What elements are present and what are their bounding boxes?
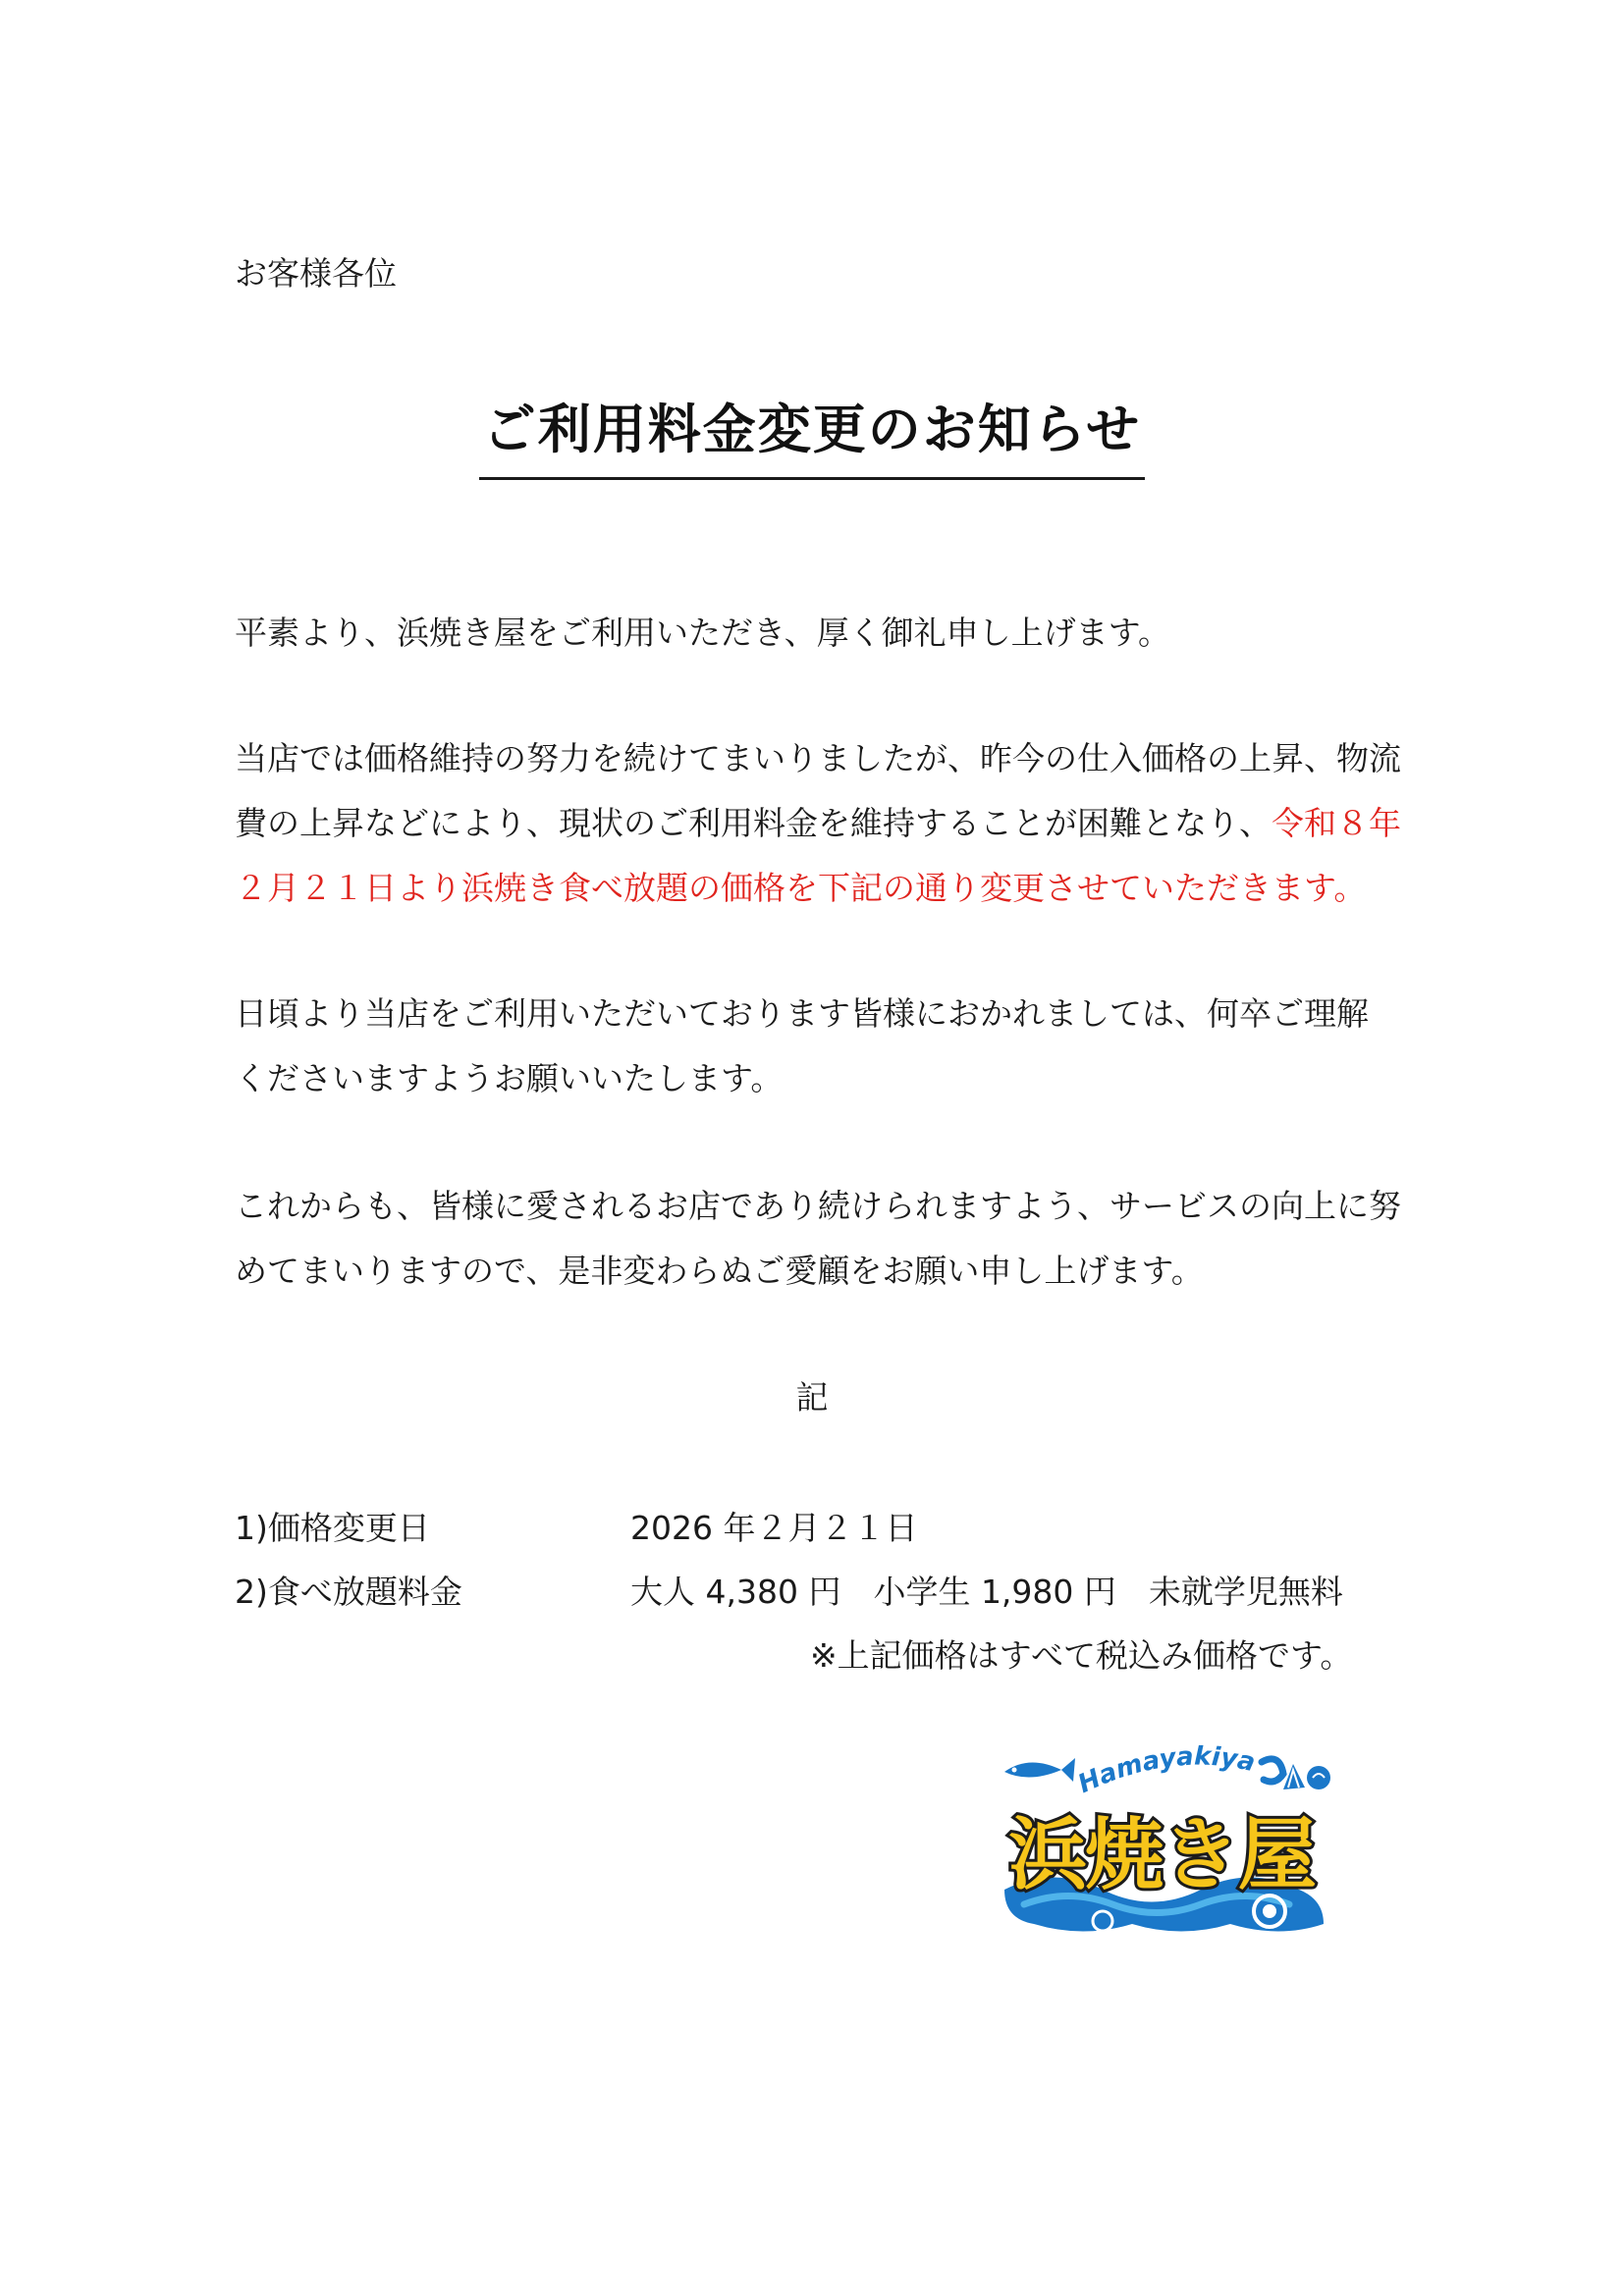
page-title: ご利用料金変更のお知らせ (479, 388, 1145, 480)
fish-icon (1004, 1758, 1075, 1782)
ki-heading-container (0, 1374, 1624, 1421)
price-value: 大人 4,380 円 小学生 1,980 円 未就学児無料 (630, 1573, 1343, 1611)
price-change-line-1: 当店では価格維持の努力を続けてまいりましたが、昨今の仕入価格の上昇、物流 (235, 739, 1401, 777)
shell-icon (1283, 1764, 1305, 1789)
logo-romaji (1074, 1742, 1258, 1799)
change-date-value: 2026 年２月２１日 (630, 1509, 918, 1547)
understanding-line-2: くださいますようお願いいたします。 (235, 1059, 784, 1097)
title-container (0, 388, 1624, 480)
logo-main-text: 浜焼き屋 (1008, 1809, 1315, 1900)
addressee: お客様各位 (235, 254, 397, 293)
change-date-label: 1)価格変更日 (235, 1509, 430, 1547)
closing-paragraph (235, 1174, 1413, 1304)
price-change-paragraph (235, 726, 1413, 921)
price-row (235, 1569, 1343, 1616)
closing-line-2: めてまいりますので、是非変わらぬご愛顧をお願い申し上げます。 (235, 1252, 1204, 1290)
hamayakiya-logo (985, 1742, 1338, 1949)
price-change-line-2-text: 費の上昇などにより、現状のご利用料金を維持することが困難となり、 (235, 804, 1272, 842)
effective-date-highlight-start: 令和８年 (1272, 804, 1401, 842)
shrimp-icon (1262, 1759, 1283, 1782)
greeting-line: 平素より、浜焼き屋をご利用いただき、厚く御礼申し上げます。 (235, 614, 1171, 652)
closing-line-1: これからも、皆様に愛されるお店であり続けられますよう、サービスの向上に努 (235, 1187, 1401, 1225)
tax-note: ※上記価格はすべて税込み価格です。 (810, 1636, 1353, 1675)
greeting-paragraph (235, 601, 1413, 666)
price-change-line-2 (235, 791, 1413, 856)
ki-heading: 記 (795, 1378, 829, 1416)
effective-date-highlight-end: ２月２１日より浜焼き食べ放題の価格を下記の通り変更させていただきます。 (235, 869, 1367, 907)
logo-romaji-path: Hamayakiya (1073, 1742, 1258, 1800)
clam-icon (1307, 1766, 1330, 1789)
change-date-row (235, 1505, 917, 1552)
understanding-line-1: 日頃より当店をご利用いただいております皆様におかれましては、何卒ご理解 (235, 994, 1369, 1033)
understanding-paragraph (235, 982, 1413, 1111)
price-label: 2)食べ放題料金 (235, 1573, 462, 1611)
